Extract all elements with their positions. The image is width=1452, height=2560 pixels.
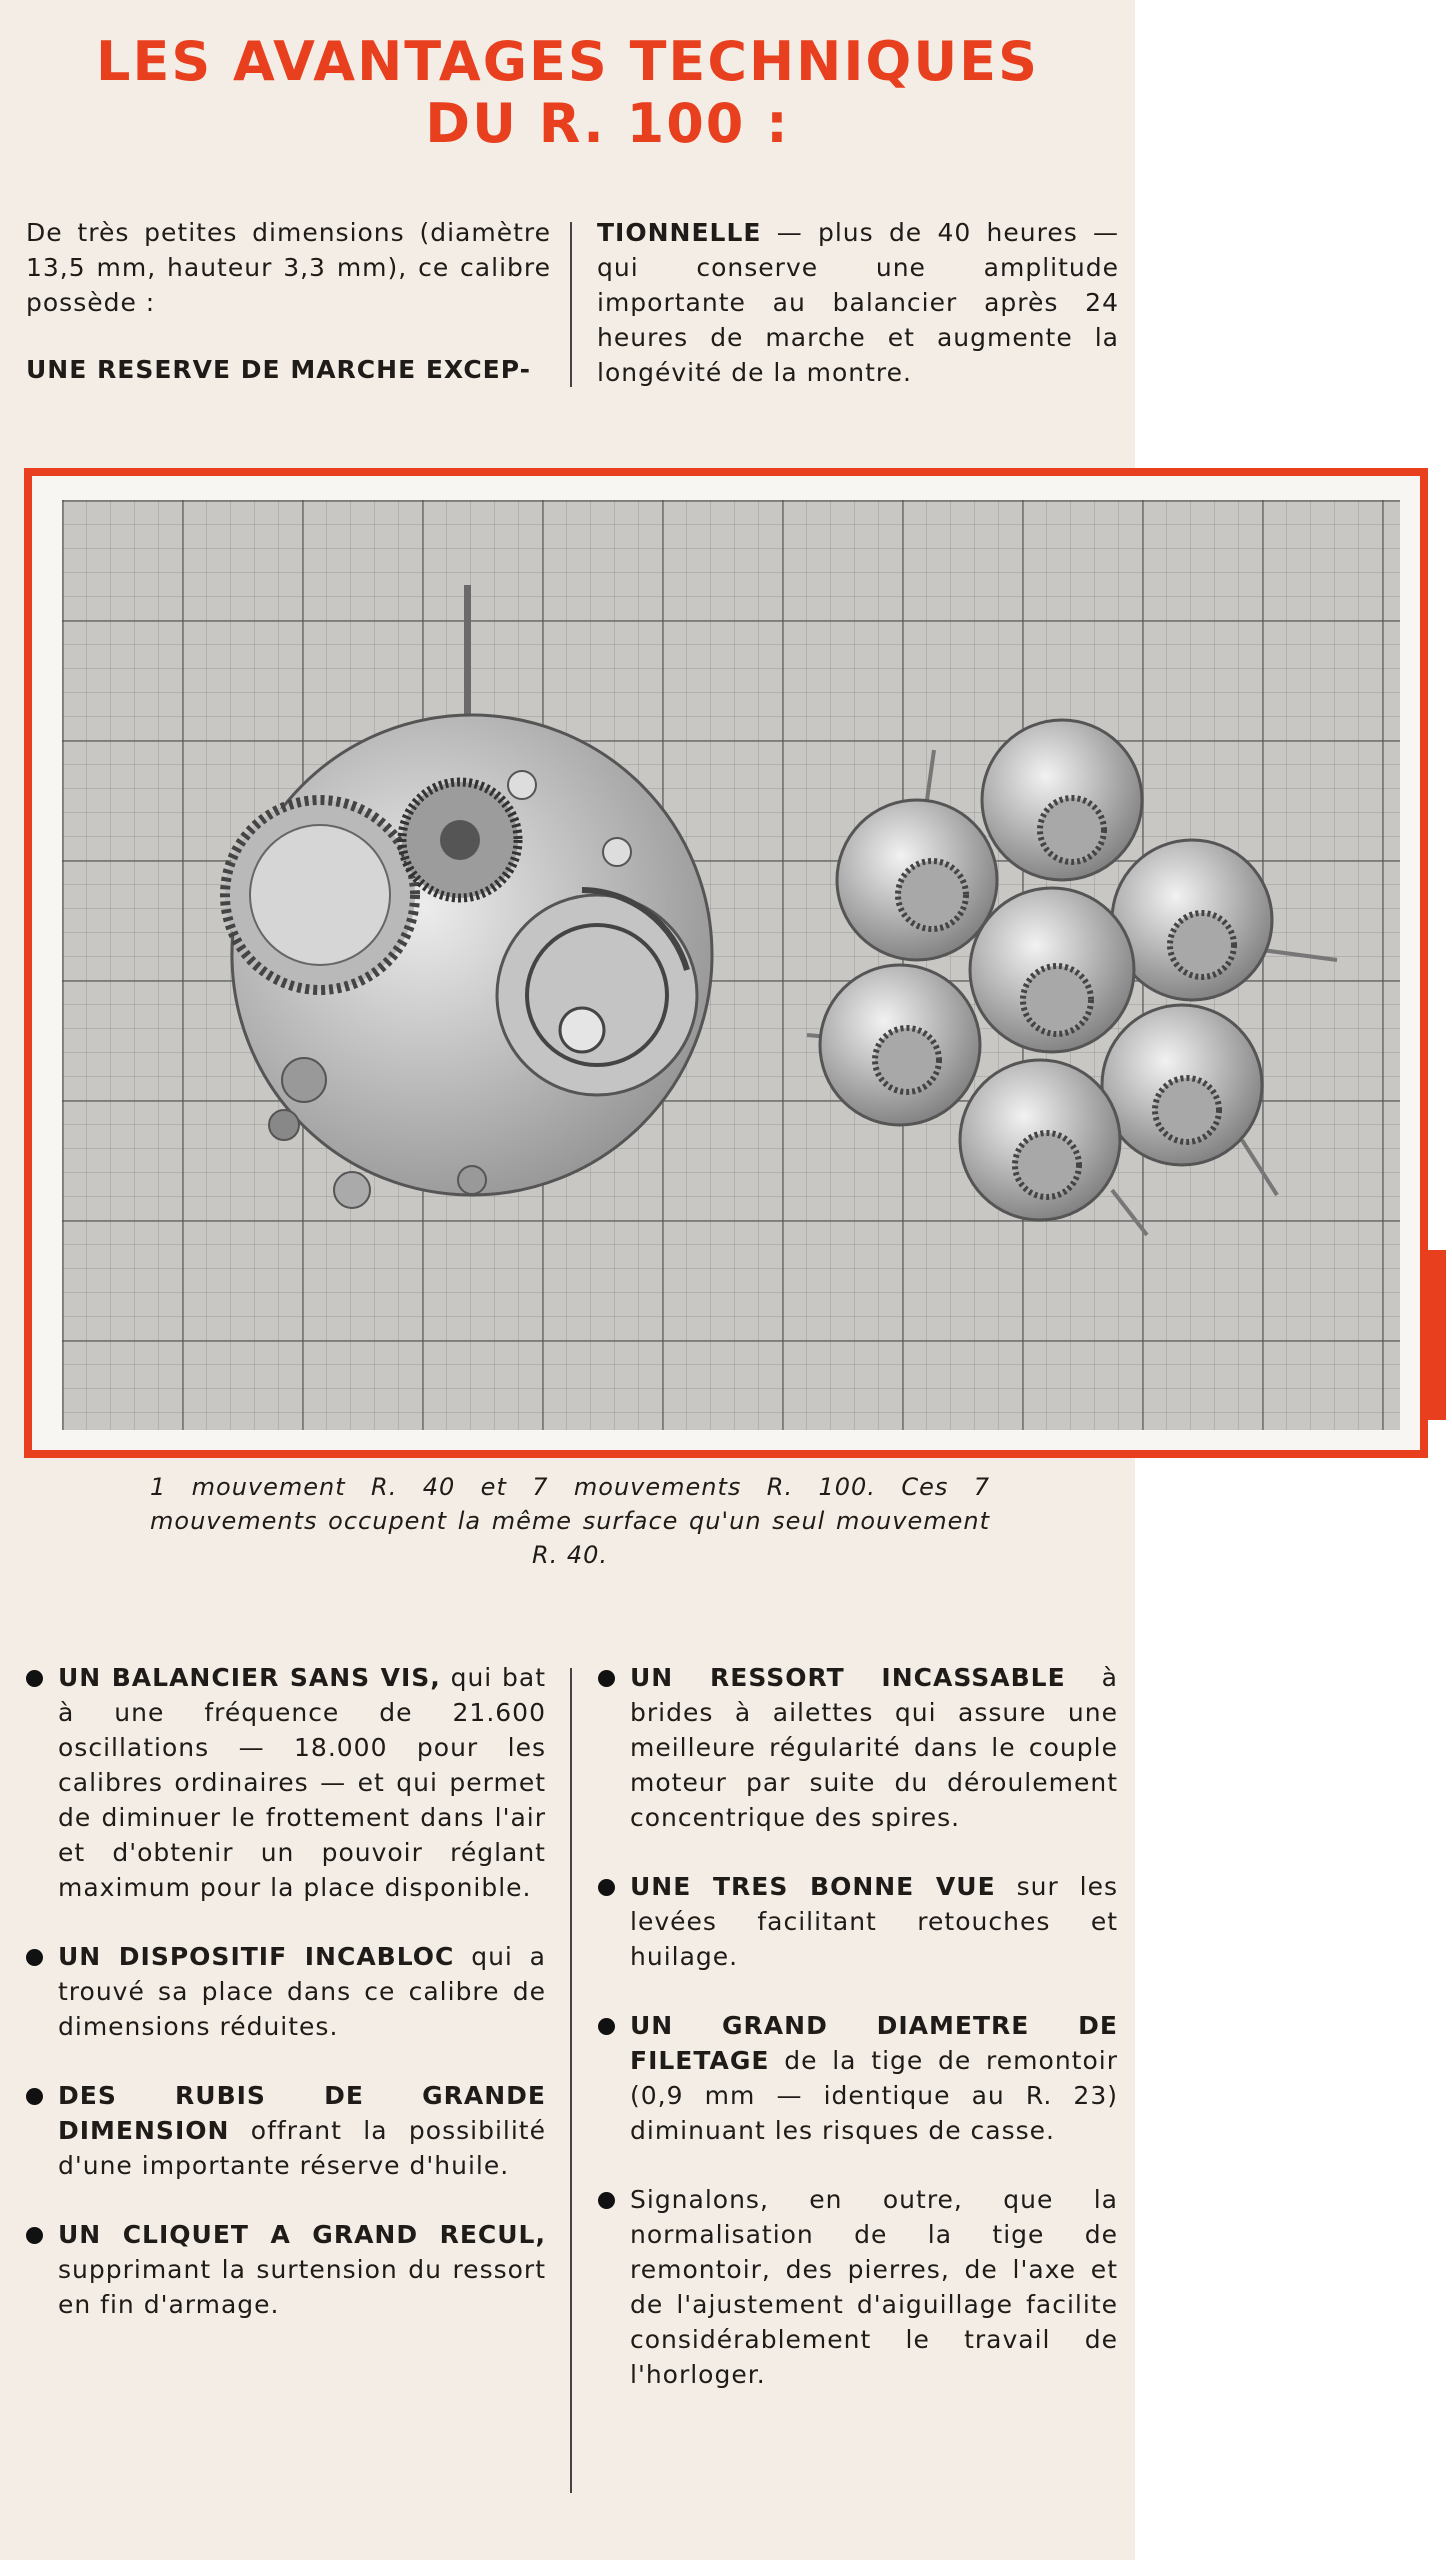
intro-left-column <box>26 215 551 387</box>
feature-item <box>58 1939 546 2044</box>
intro-right-paragraph <box>597 215 1119 390</box>
intro-right-column <box>597 215 1119 390</box>
feature-heading: UNE TRES BONNE VUE <box>630 1872 996 1901</box>
bullet-dot <box>26 1670 43 1687</box>
feature-item <box>58 1660 546 1905</box>
feature-text: offrant la possibilité d'une importante réserve d'huile. <box>58 2116 546 2180</box>
movement-r40 <box>225 585 712 1208</box>
bullet-dot <box>26 1949 43 1966</box>
photo-caption: 1 mouvement R. 40 et 7 mouvements R. 100. Ces 7 mouvements occupent la même surface qu'un seul mouvement R. 40. <box>150 1473 990 1569</box>
feature-text: Signalons, en outre, que la normalisation de la tige de remontoir, des pierres, de l'axe et de l'ajustement d'aiguillage facilite considérablement le travail de l'horloger. <box>630 2185 1118 2389</box>
feature-heading: UN GRAND DIAMETRE DE FILETAGE <box>630 2011 1118 2075</box>
intro-column-divider <box>570 222 572 387</box>
bullet-dot <box>26 2227 43 2244</box>
page-edge-tab <box>1428 1250 1446 1420</box>
feature-text: sur les levées facilitant retouches et huilage. <box>630 1872 1118 1971</box>
bullet-dot <box>598 1670 615 1687</box>
page-title-line-2: DU R. 100 : <box>425 92 790 155</box>
movements-photo <box>62 500 1400 1430</box>
movements-r100-cluster <box>807 720 1337 1235</box>
feature-text: à brides à ailettes qui assure une meilleure régularité dans le couple moteur par suite du déroulement concentrique des spires. <box>630 1663 1118 1832</box>
feature-item <box>630 2008 1118 2148</box>
feature-heading: UN CLIQUET A GRAND RECUL, <box>58 2220 546 2249</box>
feature-text: qui a trouvé sa place dans ce calibre de dimensions réduites. <box>58 1942 546 2041</box>
intro-left-text: De très petites dimensions (diamètre 13,5 mm, hauteur 3,3 mm), ce calibre possède : <box>26 218 551 317</box>
intro-right-text: — plus de 40 heures — qui conserve une amplitude importante au balancier après 24 heures de marche et augmente la longévité de la montre. <box>597 218 1119 387</box>
bullet-dot <box>598 2192 615 2209</box>
feature-item <box>58 2217 546 2322</box>
features-right-column <box>630 1660 1118 2426</box>
feature-text: de la tige de remontoir (0,9 mm — identique au R. 23) diminuant les risques de casse. <box>630 2046 1118 2145</box>
feature-text: qui bat à une fréquence de 21.600 oscillations — 18.000 pour les calibres ordinaires — et qui permet de diminuer le frottement dans l'air et d'obtenir un pouvoir réglant maximum pour la place disponible. <box>58 1663 546 1902</box>
feature-item <box>58 2078 546 2183</box>
features-column-divider <box>570 1668 572 2493</box>
feature-heading: DES RUBIS DE GRANDE DIMENSION <box>58 2081 546 2145</box>
feature-item <box>630 1869 1118 1974</box>
bullet-dot <box>26 2088 43 2105</box>
bullet-dot <box>598 2018 615 2035</box>
feature-heading: UN DISPOSITIF INCABLOC <box>58 1942 455 1971</box>
feature-item <box>630 1660 1118 1835</box>
page-title-line-1: LES AVANTAGES TECHNIQUES <box>96 30 1039 93</box>
features-left-column <box>58 1660 546 2356</box>
feature-heading: UN BALANCIER SANS VIS, <box>58 1663 441 1692</box>
feature-text: supprimant la surtension du ressort en fin d'armage. <box>58 2255 546 2319</box>
intro-left-caps: UNE RESERVE DE MARCHE EXCEP- <box>26 355 532 384</box>
watch-movements-illustration <box>62 500 1400 1430</box>
bullet-dot <box>598 1879 615 1896</box>
intro-right-caps: TIONNELLE <box>597 218 762 247</box>
feature-heading: UN RESSORT INCASSABLE <box>630 1663 1066 1692</box>
feature-item <box>630 2182 1118 2392</box>
